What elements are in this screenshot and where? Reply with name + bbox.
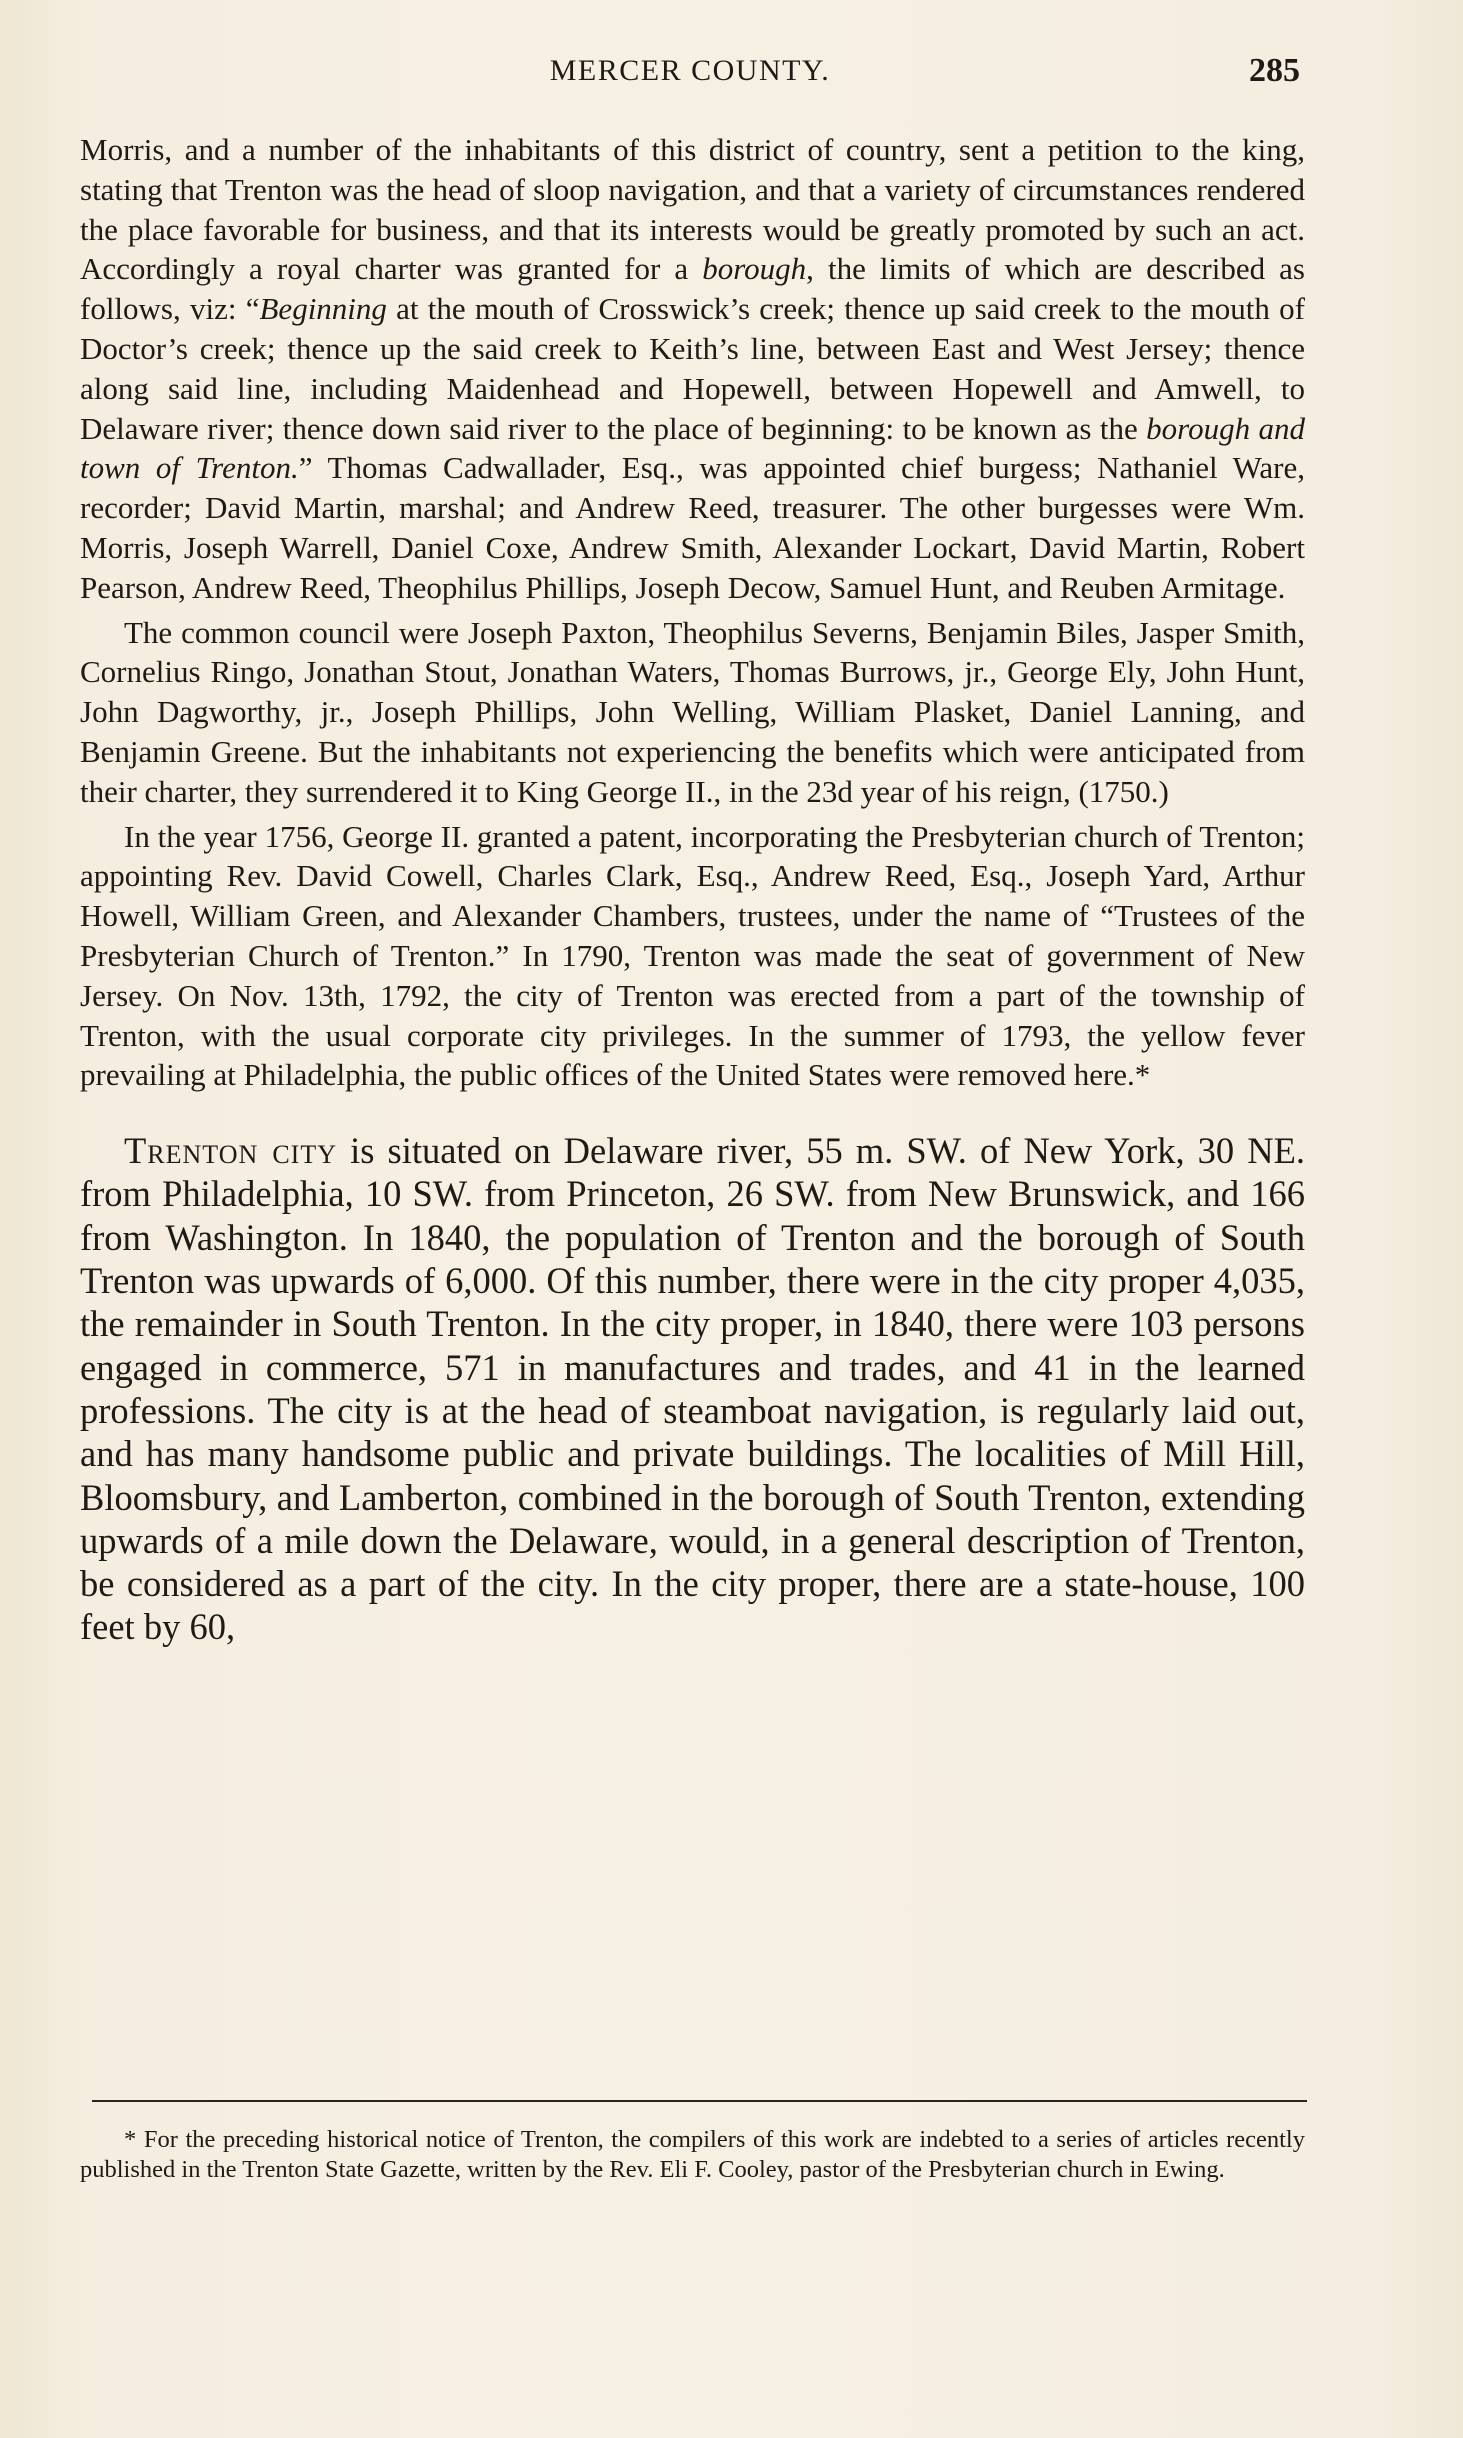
footnote-text: For the preceding historical notice of Trenton, the compilers of this work are indebted to a series of articles recently published in the Trenton State Gazette, written by the Rev. Eli F. Cooley, pastor of the Presbyterian church in Ewing.: [80, 2126, 1305, 2183]
paragraph-charter-text-c: , the limits of which are described as follows, viz: “: [80, 251, 1305, 327]
beginning-term: Beginning: [259, 291, 387, 327]
section-text: is situated on Delaware river, 55 m. SW. of New York, 30 NE. from Philadelphia, 10 SW. from Princeton, 26 SW. from New Brunswick, and 166 from Washington. In 1840, the population of Trenton and the borough of South Trenton was upwards of 6,000. Of this number, there were in the city proper 4,035, the remainder in South Trenton. In the city proper, in 1840, there were 103 persons engaged in commerce, 571 in manufactures and trades, and 41 in the learned professions. The city is at the head of steamboat navigation, is regularly laid out, and has many handsome public and private buildings. The localities of Mill Hill, Bloomsbury, and Lamberton, combined in the borough of South Trenton, extending upwards of a mile down the Delaware, would, in a general description of Trenton, be considered as a part of the city. In the city proper, there are a state-house, 100 feet by 60,: [80, 1130, 1305, 1648]
paragraph-charter-text-a: Morris, and a number of the inhabitants of this district of country, sent a petition to the king, stating that Trenton was the head of sloop navigation, and that a variety of circumstances rendered the place favorable for business, and that its interests would be greatly promoted by such an act. Accordingly a royal charter was granted for a: [80, 132, 1305, 287]
footnote-marker: *: [124, 2126, 137, 2153]
page-number: 285: [1249, 52, 1300, 89]
body-text: [80, 130, 1305, 1649]
paragraph-charter-text-e: at the mouth of Crosswick’s creek; thence up said creek to the mouth of Doctor’s creek; thence up the said creek to Keith’s line, between East and West Jersey; thence along said line, including Maidenhead and Hopewell, between Hopewell and Amwell, to Delaware river; thence down said river to the place of beginning: to be known as the: [80, 291, 1305, 446]
running-head: [80, 48, 1300, 98]
borough-town-term: borough and town of Trenton.: [80, 410, 1305, 486]
borough-term: borough: [702, 251, 807, 287]
running-title: MERCER COUNTY.: [549, 54, 831, 87]
paragraph-charter-text-g: ” Thomas Cadwallader, Esq., was appointed chief burgess; Nathaniel Ware, recorder; David Martin, marshal; and Andrew Reed, treasurer. The other burgesses were Wm. Morris, Joseph Warrell, Daniel Coxe, Andrew Smith, Alexander Lockart, David Martin, Robert Pearson, Andrew Reed, Theophilus Phillips, Joseph Decow, Samuel Hunt, and Reuben Armitage.: [80, 450, 1306, 605]
paragraph-presbyterian: In the year 1756, George II. granted a patent, incorporating the Presbyterian church of Trenton; appointing Rev. David Cowell, Charles Clark, Esq., Andrew Reed, Esq., Joseph Yard, Arthur Howell, William Green, and Alexander Chambers, trustees, under the name of “Trustees of the Presbyterian Church of Trenton.” In 1790, Trenton was made the seat of government of New Jersey. On Nov. 13th, 1792, the city of Trenton was erected from a part of the township of Trenton, with the usual corporate city privileges. In the summer of 1793, the yellow fever prevailing at Philadelphia, the public offices of the United States were removed here.*: [80, 818, 1305, 1093]
section-lead: Trenton city: [124, 1130, 337, 1172]
paragraph-common-council: The common council were Joseph Paxton, Theophilus Severns, Benjamin Biles, Jasper Smith, Cornelius Ringo, Jonathan Stout, Jonathan Waters, Thomas Burrows, jr., George Ely, John Hunt, John Dagworthy, jr., Joseph Phillips, John Welling, William Plasket, Daniel Lanning, and Benjamin Greene. But the inhabitants not experiencing the benefits which were anticipated from their charter, they surrendered it to King George II., in the 23d year of his reign, (1750.): [80, 614, 1305, 809]
footnote: [80, 2125, 1305, 2185]
footnote-rule: [92, 2100, 1307, 2102]
section-trenton-city: [80, 1129, 1305, 1649]
paragraph-charter: [80, 130, 1305, 608]
